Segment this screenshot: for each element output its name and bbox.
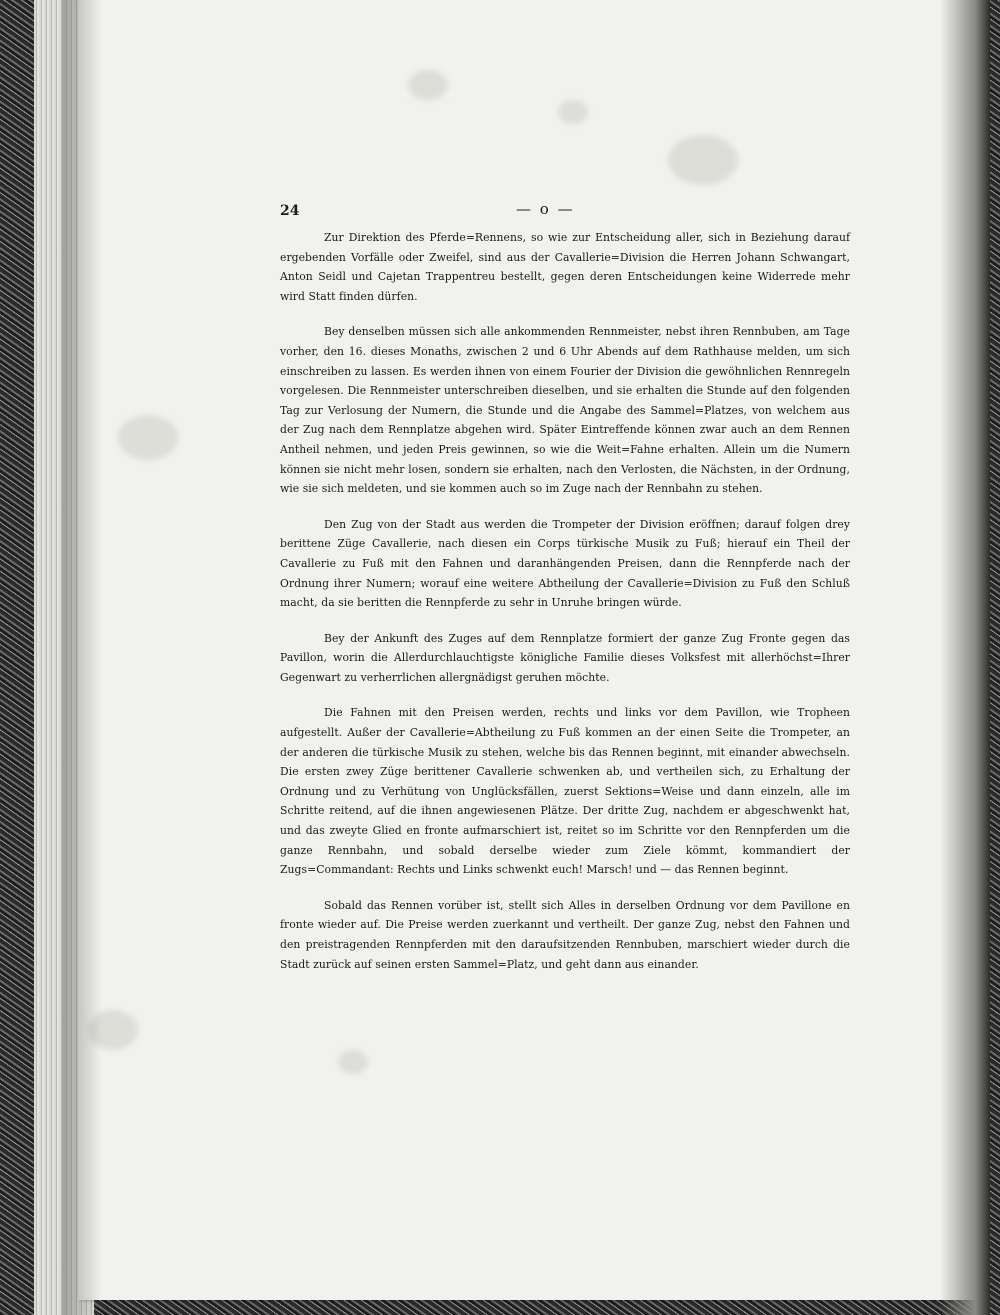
gutter-shadow — [62, 0, 102, 1315]
paragraph: Die Fahnen mit den Preisen werden, rechts und links vor dem Pavillon, wie Trophеen aufgestellt. Außer der Cavallerie=Abtheilung zu Fuß kommen an der einen Seite die Trompeter, an der anderen die türkische Musik zu stehen, welche bis das Rennen beginnt, mit einander abwechseln. Die ersten zwey Züge berittener Cavallerie schwenken ab, und vertheilen sich, zu Erhaltung der Ordnung und zu Verhütung von Unglücksfällen, zuerst Sektions=Weise und dann einzeln, alle im Schritte reitend, auf die ihnen angewiesenen Plätze. Der dritte Zug, nachdem er abgeschwenkt hat, und das zweyte Glied en fronte aufmarschiert ist, reitet so im Schritte vor den Rennpferden um die ganze Rennbahn, und sobald derselbe wieder zum Ziele kömmt, kommandiert der Zugs=Commandant: Rechts und Links schwenkt euch! Marsch! und — das Rennen beginnt. — [280, 706, 850, 877]
paragraph: Den Zug von der Stadt aus werden die Trompeter der Division eröffnen; darauf folgen drey berittene Züge Cavallerie, nach diesen ein Corps türkische Musik zu Fuß; hierauf ein Theil der Cavallerie zu Fuß mit den Fahnen und daranhängenden Preisen, dann die Rennpferde nach der Ordnung ihrer Numern; worauf eine weitere Abtheilung der Cavallerie=Division zu Fuß den Schluß macht, da sie beritten die Rennpferde zu sehr in Unruhe bringen würde. — [280, 517, 850, 610]
page-text — [280, 200, 850, 983]
page-number: 24 — [280, 203, 300, 219]
running-head: — o — — [516, 200, 575, 218]
foxing-stain — [408, 70, 448, 100]
foxing-stain — [668, 135, 738, 185]
page-header — [280, 200, 850, 226]
foxing-stain — [338, 1050, 368, 1074]
foxing-stain — [118, 415, 178, 460]
page-edge-shadow — [940, 0, 990, 1315]
paragraph: Zur Direktion des Pferde=Rennens, so wie zur Entscheidung aller, sich in Beziehung darauf ergebenden Vorfälle oder Zweifel, sind aus der Cavallerie=Division die Herren Johann Schwangart, Anton Seidl und Cajetan Trappentreu bestellt, gegen deren Entscheidungen keine Widerrede mehr wird Statt finden dürfen. — [280, 231, 850, 303]
paragraph: Bey denselben müssen sich alle ankommenden Rennmeister, nebst ihren Rennbuben, am Tage vorher, den 16. dieses Monaths, zwischen 2 und 6 Uhr Abends auf dem Rathhause melden, um sich einschreiben zu lassen. Es werden ihnen von einem Fourier der Division die gewöhnlichen Rennregeln vorgelesen. Die Rennmeister unterschreiben dieselben, und sie erhalten die Stunde auf den folgenden Tag zur Verlosung der Numern, die Stunde und die Angabe des Sammel=Platzes, von welchem aus der Zug nach dem Rennplatze abgehen wird. Später Eintreffende können zwar auch an dem Rennen Antheil nehmen, und jeden Preis gewinnen, so wie die Weit=Fahne erhalten. Allein um die Numern können sie nicht mehr losen, sondern sie erhalten, nach den Verlosten, die Nächsten, in der Ordnung, wie sie sich meldeten, und sie kommen auch so im Zuge nach der Rennbahn zu stehen. — [280, 325, 850, 496]
paragraph: Bey der Ankunft des Zuges auf dem Rennplatze formiert der ganze Zug Fronte gegen das Pavillon, worin die Allerdurchlauchtigste königliche Familie dieses Volksfest mit allerhöchst=Ihrer Gegenwart zu verherrlichen allergnädigst geruhen möchte. — [280, 631, 850, 684]
paragraph: Sobald das Rennen vorüber ist, stellt sich Alles in derselben Ordnung vor dem Pavillone en fronte wieder auf. Die Preise werden zuerkannt und vertheilt. Der ganze Zug, nebst den Fahnen und den preistragenden Rennpferden mit den daraufsitzenden Rennbuben, marschiert wieder durch die Stadt zurück auf seinen ersten Sammel=Platz, und geht dann aus einander. — [280, 898, 850, 971]
foxing-stain — [558, 100, 588, 124]
